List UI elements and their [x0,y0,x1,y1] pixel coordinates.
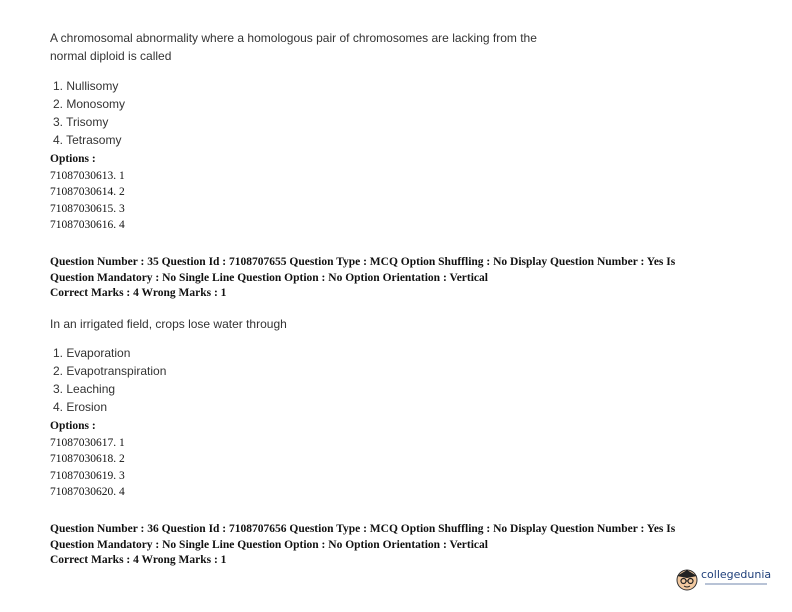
choice-list [53,77,125,149]
option-id: 71087030614. 2 [50,186,125,198]
question-meta [50,255,750,302]
meta-line: Correct Marks : 4 Wrong Marks : 1 [50,554,227,566]
meta-line: Correct Marks : 4 Wrong Marks : 1 [50,287,227,299]
choice-item: 2. Evapotranspiration [53,364,167,378]
options-heading: Options : [50,153,96,165]
choice-item: 4. Erosion [53,400,108,414]
question-text: In an irrigated field, crops lose water through [50,317,287,331]
option-id: 71087030613. 1 [50,169,125,182]
choice-item: 1. Evaporation [53,346,131,360]
brand-name: collegedunia [701,568,772,581]
choice-item: 1. Nullisomy [53,79,119,93]
options-heading: Options : [50,420,96,432]
meta-line: Question Mandatory : No Single Line Question Option : No Option Orientation : Vertical [50,538,488,551]
option-id: 71087030620. 4 [50,486,125,498]
choice-list [53,344,166,416]
option-id: 71087030617. 1 [50,436,125,449]
meta-line: Question Mandatory : No Single Line Question Option : No Option Orientation : Vertical [50,271,488,284]
meta-line: Question Number : 36 Question Id : 7108707656 Question Type : MCQ Option Shuffling : No Display Question Number : Yes Is [50,523,676,535]
question-meta [50,522,750,569]
options-block [50,151,125,234]
choice-item: 3. Trisomy [53,115,109,129]
mascot-face-icon [674,566,700,592]
option-id: 71087030618. 2 [50,453,125,465]
meta-line: Question Number : 35 Question Id : 7108707655 Question Type : MCQ Option Shuffling : No Display Question Number : Yes Is [50,256,676,268]
option-id: 71087030619. 3 [50,469,125,482]
choice-item: 3. Leaching [53,382,116,396]
choice-item: 4. Tetrasomy [53,133,122,147]
options-block [50,418,125,501]
question-text: A chromosomal abnormality where a homologous pair of chromosomes are lacking from the normal diploid is called [50,31,537,63]
choice-item: 2. Monosomy [53,97,126,111]
option-id: 71087030616. 4 [50,219,125,231]
collegedunia-logo [674,565,774,593]
option-id: 71087030615. 3 [50,202,125,215]
brand-tagline-bar [705,583,767,585]
